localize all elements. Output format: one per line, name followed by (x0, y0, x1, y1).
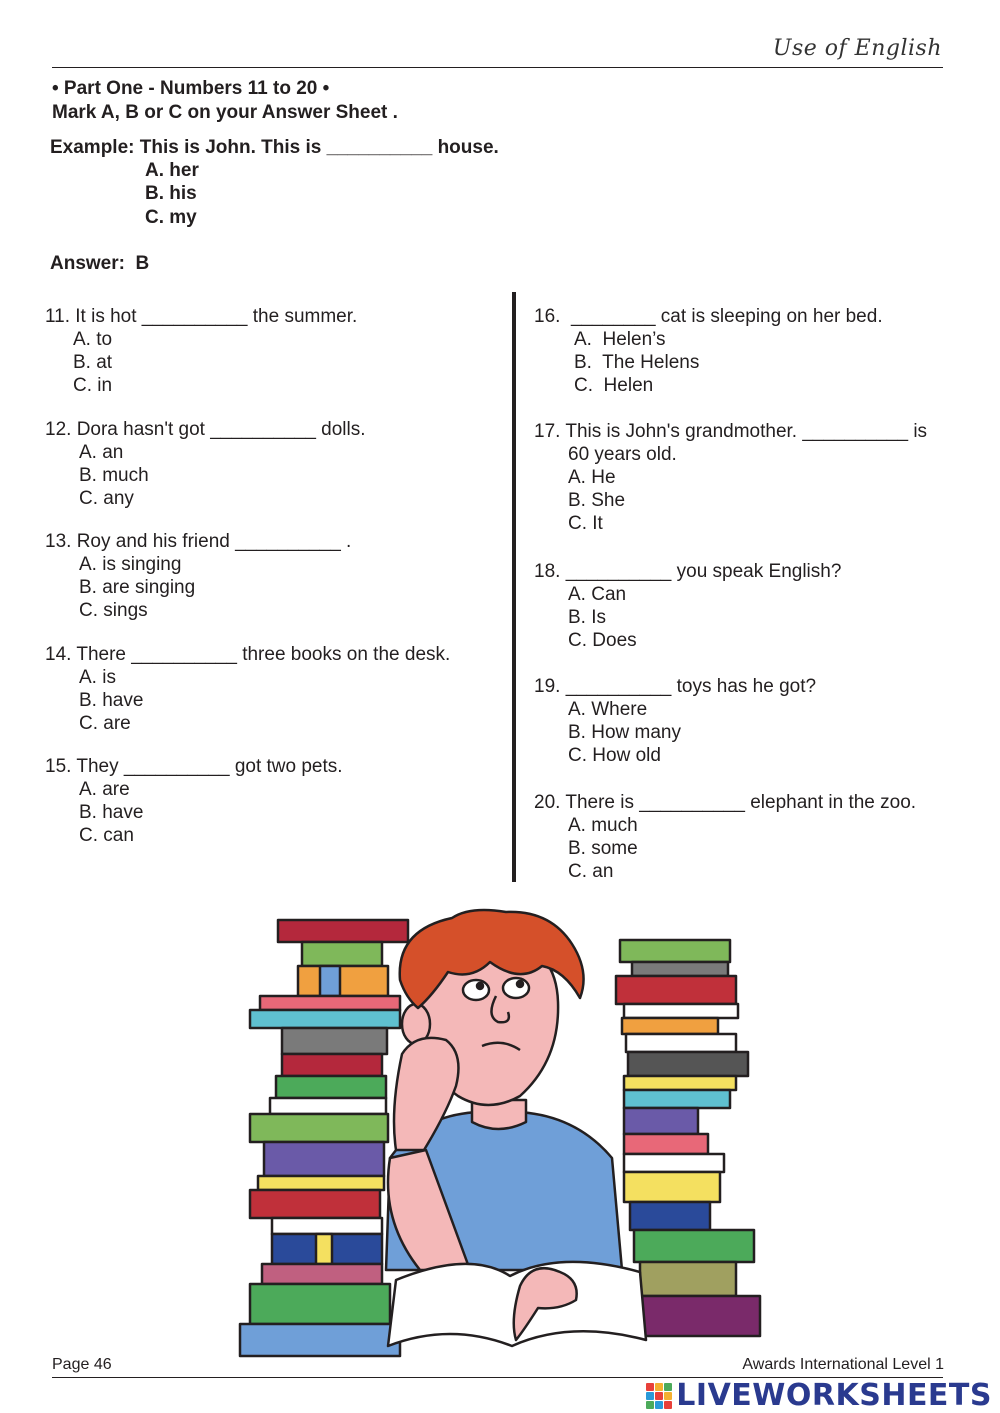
option-b[interactable]: B. some (568, 838, 638, 859)
option-c[interactable]: C. Helen (574, 375, 654, 396)
question-text: 15. They __________ got two pets. (45, 756, 343, 777)
column-divider (512, 292, 516, 882)
option-c[interactable]: C. in (73, 375, 113, 396)
option-a[interactable]: A. is (79, 667, 116, 688)
question-text: 20. There is __________ elephant in the zoo. (534, 792, 917, 813)
question-13 (45, 530, 351, 622)
option-c[interactable]: C. are (79, 713, 131, 734)
example-answer: Answer: B (50, 253, 150, 274)
question-18 (534, 560, 841, 652)
option-b[interactable]: B. are singing (79, 577, 196, 598)
option-b[interactable]: B. have (79, 802, 144, 823)
option-b[interactable]: B. The Helens (574, 352, 700, 373)
option-b[interactable]: B. She (568, 490, 626, 511)
option-b[interactable]: B. How many (568, 722, 681, 743)
question-16 (534, 305, 883, 397)
option-a[interactable]: A. Helen’s (574, 329, 666, 350)
question-text: 12. Dora hasn't got __________ dolls. (45, 419, 366, 440)
boy-figure (386, 910, 646, 1346)
question-text: 11. It is hot __________ the summer. (45, 306, 358, 327)
header-divider (52, 67, 943, 68)
option-a[interactable]: A. much (568, 815, 638, 836)
option-c[interactable]: C. It (568, 513, 603, 534)
question-text: 18. __________ you speak English? (534, 561, 842, 582)
liveworksheets-grid-icon (646, 1383, 672, 1409)
option-a[interactable]: A. an (79, 442, 124, 463)
option-c[interactable]: C. an (568, 861, 614, 882)
instruction-text: Mark A, B or C on your Answer Sheet . (52, 102, 398, 123)
option-c[interactable]: C. Does (568, 630, 637, 651)
example-option-a: A. her (145, 160, 199, 181)
question-19 (534, 675, 816, 767)
option-c[interactable]: C. How old (568, 745, 661, 766)
option-b[interactable]: B. Is (568, 607, 607, 628)
question-text: 19. __________ toys has he got? (534, 676, 817, 697)
option-c[interactable]: C. sings (79, 600, 148, 621)
question-text: 13. Roy and his friend __________ . (45, 531, 352, 552)
option-b[interactable]: B. at (73, 352, 113, 373)
question-14 (45, 643, 450, 735)
left-book-stack (240, 920, 408, 1356)
liveworksheets-logo[interactable] (646, 1378, 992, 1413)
option-b[interactable]: B. have (79, 690, 144, 711)
question-text: 16. ________ cat is sleeping on her bed. (534, 306, 883, 327)
question-17 (534, 420, 927, 535)
question-11 (45, 305, 357, 397)
liveworksheets-wordmark: LIVEWORKSHEETS (676, 1378, 992, 1413)
question-text: 17. This is John's grandmother. __________ is (534, 421, 928, 442)
option-a[interactable]: A. is singing (79, 554, 182, 575)
example-prompt: Example: This is John. This is __________ house. (50, 137, 499, 158)
option-c[interactable]: C. can (79, 825, 134, 846)
option-a[interactable]: A. are (79, 779, 130, 800)
question-12 (45, 418, 366, 510)
example-option-b: B. his (145, 183, 197, 204)
question-text: 14. There __________ three books on the desk. (45, 644, 451, 665)
question-20 (534, 791, 916, 883)
page-number: Page 46 (52, 1356, 112, 1373)
part-heading: • Part One - Numbers 11 to 20 • (52, 78, 330, 99)
footer-level: Awards International Level 1 (742, 1356, 944, 1373)
question-text-continued: 60 years old. (568, 444, 677, 465)
page-header-title: Use of English (772, 36, 942, 61)
option-b[interactable]: B. much (79, 465, 149, 486)
option-a[interactable]: A. Where (568, 699, 648, 720)
option-a[interactable]: A. to (73, 329, 113, 350)
option-a[interactable]: A. Can (568, 584, 627, 605)
student-with-books-illustration (220, 900, 790, 1370)
question-15 (45, 755, 343, 847)
option-a[interactable]: A. He (568, 467, 616, 488)
example-option-c: C. my (145, 207, 197, 228)
option-c[interactable]: C. any (79, 488, 134, 509)
